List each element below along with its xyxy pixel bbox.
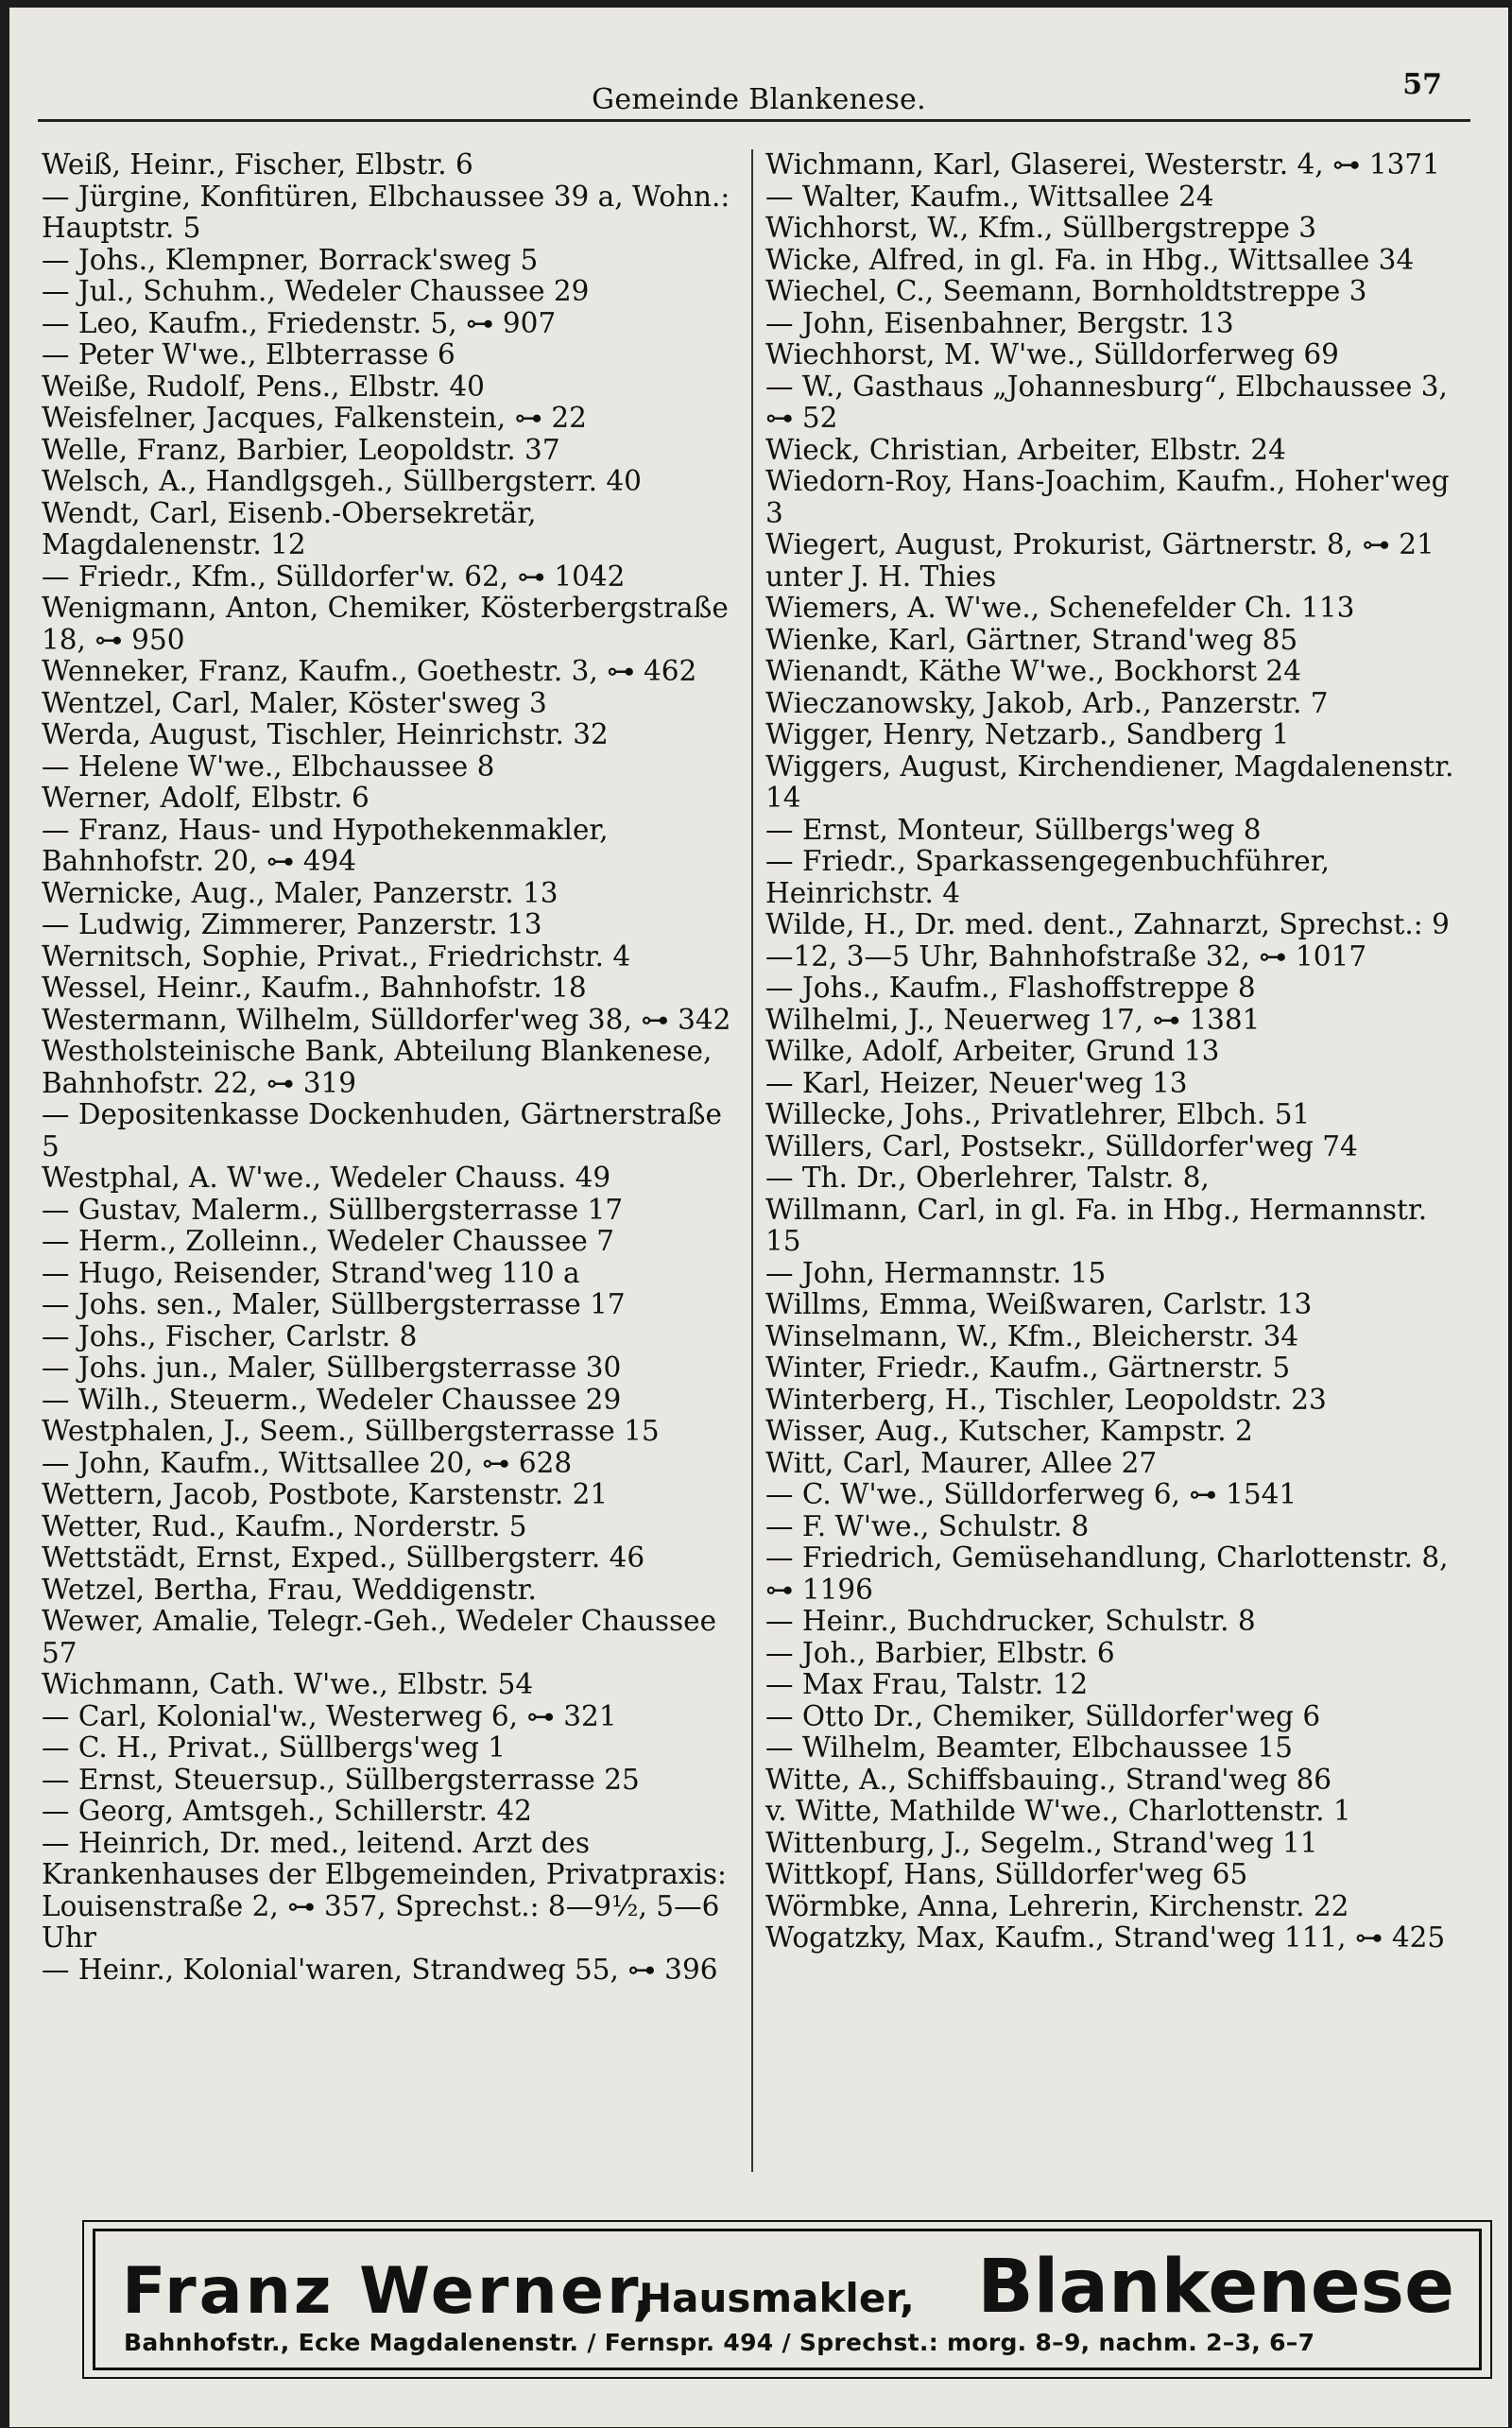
- directory-entry: Willmann, Carl, in gl. Fa. in Hbg., Hermannstr. 15: [765, 1193, 1428, 1257]
- directory-entry: — Gustav, Malerm., Süllbergsterrasse 17: [42, 1193, 624, 1226]
- directory-entry: Wiechhorst, M. W'we., Sülldorferweg 69: [765, 338, 1339, 370]
- directory-entry: Werda, August, Tischler, Heinrichstr. 32: [42, 718, 609, 750]
- directory-entry: Willers, Carl, Postsekr., Sülldorfer'weg 74: [765, 1129, 1358, 1162]
- directory-entry: — Ernst, Steuersup., Süllbergsterrasse 25: [42, 1763, 640, 1796]
- directory-entry: Wilke, Adolf, Arbeiter, Grund 13: [765, 1035, 1220, 1067]
- ad-details: Bahnhofstr., Ecke Magdalenenstr. / Fernspr. 494 / Sprechst.: morg. 8–9, nachm. 2–3, 6–7: [124, 2329, 1315, 2356]
- page-number: 57: [1402, 68, 1442, 101]
- page-title: Gemeinde Blankenese.: [592, 83, 926, 116]
- directory-entry: — Georg, Amtsgeh., Schillerstr. 42: [42, 1795, 532, 1827]
- directory-entry: Wettstädt, Ernst, Exped., Süllbergsterr. 46: [42, 1541, 645, 1574]
- directory-entry: — Depositenkasse Dockenhuden, Gärtnerstraße 5: [42, 1098, 722, 1162]
- directory-entry: — Carl, Kolonial'w., Westerweg 6, ⊶ 321: [42, 1699, 617, 1732]
- directory-entry: Wewer, Amalie, Telegr.-Geh., Wedeler Chaussee 57: [42, 1605, 717, 1669]
- directory-entry: Witte, A., Schiffsbauing., Strand'weg 86: [765, 1763, 1332, 1796]
- directory-entry: Welle, Franz, Barbier, Leopoldstr. 37: [42, 433, 560, 466]
- directory-entry: Westphalen, J., Seem., Süllbergsterrasse 15: [42, 1415, 660, 1447]
- ad-role: Hausmakler,: [639, 2275, 915, 2321]
- directory-entry: Westermann, Wilhelm, Sülldorfer'weg 38, ⊶ 342: [42, 1003, 731, 1036]
- directory-entry: Wicke, Alfred, in gl. Fa. in Hbg., Wittsallee 34: [765, 243, 1415, 276]
- directory-entry: Wieczanowsky, Jakob, Arb., Panzerstr. 7: [765, 686, 1329, 719]
- directory-entry: — Ludwig, Zimmerer, Panzerstr. 13: [42, 908, 542, 940]
- directory-entry: Wittenburg, J., Segelm., Strand'weg 11: [765, 1826, 1318, 1859]
- directory-entry: — Johs., Kaufm., Flashoffstreppe 8: [765, 972, 1256, 1004]
- directory-entry: — C. H., Privat., Süllbergs'weg 1: [42, 1731, 507, 1764]
- directory-entry: — Max Frau, Talstr. 12: [765, 1668, 1089, 1700]
- directory-entry: Wenigmann, Anton, Chemiker, Kösterbergstraße 18, ⊶ 950: [42, 592, 729, 656]
- directory-entry: Wienandt, Käthe W'we., Bockhorst 24: [765, 655, 1301, 687]
- directory-entry: — C. W'we., Sülldorferweg 6, ⊶ 1541: [765, 1478, 1297, 1510]
- directory-entry: — Johs., Fischer, Carlstr. 8: [42, 1319, 418, 1352]
- directory-entry: Wendt, Carl, Eisenb.-Obersekretär, Magdalenenstr. 12: [42, 496, 537, 560]
- directory-entry: Wiggers, August, Kirchendiener, Magdalenenstr. 14: [765, 749, 1454, 814]
- directory-entry: — Johs., Klempner, Borrack'sweg 5: [42, 243, 539, 276]
- directory-entry: Wogatzky, Max, Kaufm., Strand'weg 111, ⊶ 425: [765, 1921, 1446, 1954]
- ad-name: Franz Werner,: [122, 2254, 660, 2329]
- directory-entry: — John, Hermannstr. 15: [765, 1256, 1107, 1289]
- directory-entry: — Heinrich, Dr. med., leitend. Arzt des Krankenhauses der Elbgemeinden, Privatpraxis: Louisenstraße 2, ⊶ 357, Sprechst.: 8—9½, 5—6 Uhr: [42, 1826, 727, 1954]
- advertisement-box: [93, 2229, 1482, 2370]
- directory-entry: Wichmann, Cath. W'we., Elbstr. 54: [42, 1668, 534, 1700]
- directory-entry: — John, Kaufm., Wittsallee 20, ⊶ 628: [42, 1446, 573, 1479]
- directory-entry: — Leo, Kaufm., Friedenstr. 5, ⊶ 907: [42, 306, 557, 339]
- directory-entry: — Karl, Heizer, Neuer'weg 13: [765, 1066, 1188, 1099]
- directory-entry: Wiechel, C., Seemann, Bornholdtstreppe 3: [765, 275, 1367, 307]
- directory-entry: Wörmbke, Anna, Lehrerin, Kirchenstr. 22: [765, 1889, 1349, 1922]
- directory-entry: — Wilh., Steuerm., Wedeler Chaussee 29: [42, 1383, 622, 1416]
- directory-entry: Willecke, Johs., Privatlehrer, Elbch. 51: [765, 1098, 1311, 1130]
- directory-entry: Wieck, Christian, Arbeiter, Elbstr. 24: [765, 433, 1286, 466]
- directory-entry: Willms, Emma, Weißwaren, Carlstr. 13: [765, 1288, 1313, 1320]
- directory-entry: — Ernst, Monteur, Süllbergs'weg 8: [765, 813, 1262, 846]
- directory-entry: Winselmann, W., Kfm., Bleicherstr. 34: [765, 1319, 1299, 1352]
- directory-entry: Weiße, Rudolf, Pens., Elbstr. 40: [42, 370, 485, 403]
- directory-entry: — Hugo, Reisender, Strand'weg 110 a: [42, 1256, 580, 1289]
- directory-entry: — Otto Dr., Chemiker, Sülldorfer'weg 6: [765, 1699, 1321, 1732]
- directory-entry: Weiß, Heinr., Fischer, Elbstr. 6: [42, 148, 473, 181]
- header-rule: [38, 119, 1470, 122]
- page-header: [28, 64, 1489, 117]
- directory-entry: — Heinr., Buchdrucker, Schulstr. 8: [765, 1605, 1256, 1637]
- directory-entry: — Joh., Barbier, Elbstr. 6: [765, 1636, 1115, 1669]
- directory-entry: — Franz, Haus- und Hypothekenmakler, Bahnhofstr. 20, ⊶ 494: [42, 813, 609, 877]
- directory-entry: — Helene W'we., Elbchaussee 8: [42, 749, 495, 783]
- directory-entry: Wetter, Rud., Kaufm., Norderstr. 5: [42, 1509, 527, 1542]
- directory-entry: — Peter W'we., Elbterrasse 6: [42, 338, 455, 370]
- directory-entry: Winterberg, H., Tischler, Leopoldstr. 23: [765, 1383, 1327, 1416]
- directory-entry: — Friedrich, Gemüsehandlung, Charlottenstr. 8, ⊶ 1196: [765, 1541, 1449, 1606]
- directory-entry: Wilde, H., Dr. med. dent., Zahnarzt, Sprechst.: 9—12, 3—5 Uhr, Bahnhofstraße 32, ⊶ 1017: [765, 908, 1450, 973]
- directory-entry: Wernicke, Aug., Maler, Panzerstr. 13: [42, 876, 558, 909]
- directory-entry: Wiedorn-Roy, Hans-Joachim, Kaufm., Hoher'weg 3: [765, 465, 1450, 529]
- directory-entry: Wentzel, Carl, Maler, Köster'sweg 3: [42, 686, 547, 719]
- directory-entry: Werner, Adolf, Elbstr. 6: [42, 782, 369, 814]
- directory-entry: Welsch, A., Handlgsgeh., Süllbergsterr. 40: [42, 465, 642, 497]
- column-divider: [751, 149, 753, 2172]
- directory-entry: — Herm., Zolleinn., Wedeler Chaussee 7: [42, 1225, 615, 1257]
- directory-entry: — Jürgine, Konfitüren, Elbchaussee 39 a, Wohn.: Hauptstr. 5: [42, 180, 730, 244]
- directory-entry: — Johs. sen., Maler, Süllbergsterrasse 17: [42, 1288, 626, 1320]
- directory-entry: — W., Gasthaus „Johannesburg“, Elbchaussee 3, ⊶ 52: [765, 370, 1448, 434]
- directory-entry: Wichhorst, W., Kfm., Süllbergstreppe 3: [765, 212, 1317, 244]
- directory-entry: Wenneker, Franz, Kaufm., Goethestr. 3, ⊶ 462: [42, 655, 697, 687]
- directory-entry: Witt, Carl, Maurer, Allee 27: [765, 1446, 1158, 1479]
- directory-entry: Wettern, Jacob, Postbote, Karstenstr. 21: [42, 1478, 609, 1510]
- directory-entry: Wienke, Karl, Gärtner, Strand'weg 85: [765, 623, 1298, 656]
- right-column: [765, 149, 1455, 1954]
- directory-entry: Wessel, Heinr., Kaufm., Bahnhofstr. 18: [42, 972, 587, 1004]
- ad-place: Blankenese: [977, 2245, 1454, 2330]
- directory-entry: Wiegert, August, Prokurist, Gärtnerstr. 8, ⊶ 21 unter J. H. Thies: [765, 528, 1435, 593]
- directory-entry: Winter, Friedr., Kaufm., Gärtnerstr. 5: [765, 1352, 1291, 1384]
- directory-entry: — Heinr., Kolonial'waren, Strandweg 55, ⊶ 396: [42, 1953, 718, 1986]
- directory-entry: — Friedr., Sparkassengegenbuchführer, Heinrichstr. 4: [765, 845, 1331, 909]
- directory-entry: Weisfelner, Jacques, Falkenstein, ⊶ 22: [42, 402, 587, 434]
- left-column: [42, 149, 741, 1986]
- directory-entry: — Johs. jun., Maler, Süllbergsterrasse 30: [42, 1352, 622, 1384]
- directory-entry: Wetzel, Bertha, Frau, Weddigenstr.: [42, 1573, 537, 1606]
- directory-entry: — Wilhelm, Beamter, Elbchaussee 15: [765, 1731, 1293, 1764]
- directory-entry: — Th. Dr., Oberlehrer, Talstr. 8,: [765, 1162, 1210, 1194]
- directory-entry: Wigger, Henry, Netzarb., Sandberg 1: [765, 718, 1290, 750]
- directory-entry: — Walter, Kaufm., Wittsallee 24: [765, 180, 1214, 213]
- directory-entry: Wittkopf, Hans, Sülldorfer'weg 65: [765, 1858, 1248, 1890]
- directory-entry: Wernitsch, Sophie, Privat., Friedrichstr. 4: [42, 939, 631, 973]
- directory-entry: Westphal, A. W'we., Wedeler Chauss. 49: [42, 1162, 611, 1194]
- directory-entry: Wilhelmi, J., Neuerweg 17, ⊶ 1381: [765, 1003, 1261, 1036]
- directory-entry: — Jul., Schuhm., Wedeler Chaussee 29: [42, 275, 590, 307]
- directory-entry: Wisser, Aug., Kutscher, Kampstr. 2: [765, 1415, 1253, 1447]
- directory-entry: — John, Eisenbahner, Bergstr. 13: [765, 306, 1234, 339]
- directory-entry: Westholsteinische Bank, Abteilung Blankenese, Bahnhofstr. 22, ⊶ 319: [42, 1035, 713, 1099]
- directory-entry: Wiemers, A. W'we., Schenefelder Ch. 113: [765, 592, 1355, 624]
- directory-entry: Wichmann, Karl, Glaserei, Westerstr. 4, ⊶ 1371: [765, 148, 1440, 181]
- directory-entry: — Friedr., Kfm., Sülldorfer'w. 62, ⊶ 1042: [42, 560, 626, 593]
- directory-entry: v. Witte, Mathilde W'we., Charlottenstr. 1: [765, 1795, 1351, 1827]
- directory-entry: — F. W'we., Schulstr. 8: [765, 1509, 1090, 1542]
- directory-page: [9, 8, 1508, 2427]
